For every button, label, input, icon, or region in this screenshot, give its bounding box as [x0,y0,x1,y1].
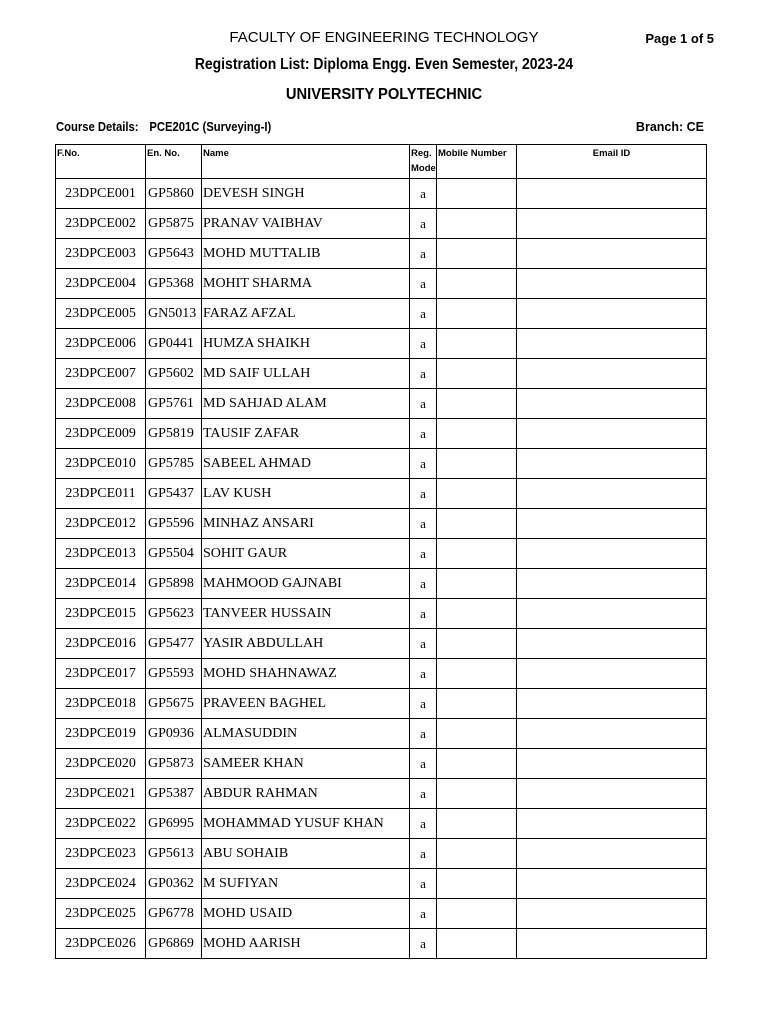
form-number-cell: 23DPCE016 [56,629,146,659]
form-number-cell: 23DPCE011 [56,479,146,509]
mobile-number-cell [437,869,517,899]
email-id-cell [517,809,707,839]
form-number-cell: 23DPCE012 [56,509,146,539]
course-code: PCE201C (Surveying-I) [149,120,272,134]
student-name-cell: MOHD SHAHNAWAZ [202,659,410,689]
branch-label: Branch: CE [635,120,704,134]
student-name-cell: SAMEER KHAN [202,749,410,779]
enrollment-number-cell: GP5437 [146,479,202,509]
student-name-cell: YASIR ABDULLAH [202,629,410,659]
reg-mode-cell: a [410,479,437,509]
student-name-cell: PRAVEEN BAGHEL [202,689,410,719]
form-number-cell: 23DPCE023 [56,839,146,869]
enrollment-number-cell: GP0362 [146,869,202,899]
table-row [56,329,707,359]
reg-mode-cell: a [410,569,437,599]
form-number-cell: 23DPCE020 [56,749,146,779]
enrollment-number-cell: GN5013 [146,299,202,329]
col-header-mode: Mode [411,163,436,174]
mobile-number-cell [437,419,517,449]
reg-mode-cell: a [410,299,437,329]
table-body [56,179,707,959]
form-number-cell: 23DPCE009 [56,419,146,449]
student-name-cell: TAUSIF ZAFAR [202,419,410,449]
student-name-cell: MAHMOOD GAJNABI [202,569,410,599]
form-number-cell: 23DPCE025 [56,899,146,929]
email-id-cell [517,599,707,629]
reg-mode-cell: a [410,419,437,449]
table-row [56,569,707,599]
student-name-cell: MOHD AARISH [202,929,410,959]
page-number: Page 1 of 5 [645,31,714,46]
enrollment-number-cell: GP5643 [146,239,202,269]
student-name-cell: MOHAMMAD YUSUF KHAN [202,809,410,839]
mobile-number-cell [437,689,517,719]
reg-mode-cell: a [410,779,437,809]
enrollment-number-cell: GP6869 [146,929,202,959]
registration-list-title: Registration List: Diploma Engg. Even Semester, 2023-24 [194,56,574,73]
reg-mode-cell: a [410,449,437,479]
email-id-cell [517,539,707,569]
email-id-cell [517,839,707,869]
col-header-mobile: Mobile Number [437,145,517,179]
course-details [56,120,271,134]
email-id-cell [517,749,707,779]
reg-mode-cell: a [410,869,437,899]
form-number-cell: 23DPCE019 [56,719,146,749]
student-name-cell: FARAZ AFZAL [202,299,410,329]
reg-mode-cell: a [410,359,437,389]
enrollment-number-cell: GP5898 [146,569,202,599]
email-id-cell [517,269,707,299]
email-id-cell [517,389,707,419]
form-number-cell: 23DPCE002 [56,209,146,239]
student-name-cell: SABEEL AHMAD [202,449,410,479]
table-row [56,359,707,389]
mobile-number-cell [437,509,517,539]
mobile-number-cell [437,539,517,569]
form-number-cell: 23DPCE008 [56,389,146,419]
mobile-number-cell [437,809,517,839]
reg-mode-cell: a [410,209,437,239]
student-name-cell: TANVEER HUSSAIN [202,599,410,629]
table-row [56,479,707,509]
form-number-cell: 23DPCE004 [56,269,146,299]
table-row [56,299,707,329]
table-row [56,179,707,209]
enrollment-number-cell: GP6778 [146,899,202,929]
table-header-row [56,145,707,179]
mobile-number-cell [437,449,517,479]
form-number-cell: 23DPCE018 [56,689,146,719]
email-id-cell [517,719,707,749]
student-name-cell: MOHIT SHARMA [202,269,410,299]
student-name-cell: PRANAV VAIBHAV [202,209,410,239]
reg-mode-cell: a [410,179,437,209]
mobile-number-cell [437,629,517,659]
enrollment-number-cell: GP5477 [146,629,202,659]
table-row [56,629,707,659]
table-row [56,389,707,419]
table-row [56,239,707,269]
form-number-cell: 23DPCE007 [56,359,146,389]
student-name-cell: DEVESH SINGH [202,179,410,209]
col-header-name: Name [202,145,410,179]
student-name-cell: LAV KUSH [202,479,410,509]
reg-mode-cell: a [410,719,437,749]
enrollment-number-cell: GP5860 [146,179,202,209]
table-row [56,419,707,449]
email-id-cell [517,929,707,959]
mobile-number-cell [437,239,517,269]
enrollment-number-cell: GP5613 [146,839,202,869]
table-row [56,659,707,689]
table-row [56,899,707,929]
reg-mode-cell: a [410,809,437,839]
mobile-number-cell [437,599,517,629]
reg-mode-cell: a [410,539,437,569]
enrollment-number-cell: GP0936 [146,719,202,749]
email-id-cell [517,209,707,239]
reg-mode-cell: a [410,659,437,689]
student-name-cell: M SUFIYAN [202,869,410,899]
mobile-number-cell [437,929,517,959]
table-row [56,809,707,839]
form-number-cell: 23DPCE001 [56,179,146,209]
email-id-cell [517,899,707,929]
table-row [56,689,707,719]
table-row [56,209,707,239]
table-row [56,719,707,749]
email-id-cell [517,479,707,509]
student-name-cell: SOHIT GAUR [202,539,410,569]
enrollment-number-cell: GP6995 [146,809,202,839]
col-header-fno: F.No. [56,145,146,179]
reg-mode-cell: a [410,599,437,629]
mobile-number-cell [437,659,517,689]
email-id-cell [517,329,707,359]
mobile-number-cell [437,299,517,329]
email-id-cell [517,569,707,599]
table-row [56,839,707,869]
student-name-cell: MD SAIF ULLAH [202,359,410,389]
table-row [56,749,707,779]
student-name-cell: ABDUR RAHMAN [202,779,410,809]
email-id-cell [517,299,707,329]
form-number-cell: 23DPCE015 [56,599,146,629]
enrollment-number-cell: GP5873 [146,749,202,779]
enrollment-number-cell: GP5819 [146,419,202,449]
email-id-cell [517,179,707,209]
mobile-number-cell [437,749,517,779]
email-id-cell [517,659,707,689]
university-title: UNIVERSITY POLYTECHNIC [285,86,483,103]
enrollment-number-cell: GP5623 [146,599,202,629]
col-header-reg: Reg. [411,148,432,159]
enrollment-number-cell: GP5785 [146,449,202,479]
mobile-number-cell [437,389,517,419]
enrollment-number-cell: GP5675 [146,689,202,719]
student-name-cell: MOHD USAID [202,899,410,929]
mobile-number-cell [437,569,517,599]
reg-mode-cell: a [410,839,437,869]
reg-mode-cell: a [410,929,437,959]
student-name-cell: HUMZA SHAIKH [202,329,410,359]
table-row [56,269,707,299]
reg-mode-cell: a [410,389,437,419]
col-header-email: Email ID [517,145,707,179]
enrollment-number-cell: GP5602 [146,359,202,389]
form-number-cell: 23DPCE013 [56,539,146,569]
reg-mode-cell: a [410,239,437,269]
email-id-cell [517,419,707,449]
reg-mode-cell: a [410,269,437,299]
form-number-cell: 23DPCE010 [56,449,146,479]
faculty-title: FACULTY OF ENGINEERING TECHNOLOGY [229,29,539,46]
student-name-cell: MD SAHJAD ALAM [202,389,410,419]
email-id-cell [517,869,707,899]
form-number-cell: 23DPCE005 [56,299,146,329]
form-number-cell: 23DPCE024 [56,869,146,899]
reg-mode-cell: a [410,509,437,539]
enrollment-number-cell: GP5368 [146,269,202,299]
enrollment-number-cell: GP5761 [146,389,202,419]
mobile-number-cell [437,359,517,389]
reg-mode-cell: a [410,749,437,779]
student-name-cell: MINHAZ ANSARI [202,509,410,539]
student-name-cell: MOHD MUTTALIB [202,239,410,269]
table-row [56,929,707,959]
mobile-number-cell [437,179,517,209]
mobile-number-cell [437,479,517,509]
mobile-number-cell [437,779,517,809]
email-id-cell [517,629,707,659]
table-row [56,599,707,629]
reg-mode-cell: a [410,629,437,659]
email-id-cell [517,509,707,539]
form-number-cell: 23DPCE006 [56,329,146,359]
email-id-cell [517,779,707,809]
reg-mode-cell: a [410,899,437,929]
mobile-number-cell [437,719,517,749]
table-row [56,449,707,479]
table-row [56,539,707,569]
email-id-cell [517,239,707,269]
form-number-cell: 23DPCE021 [56,779,146,809]
enrollment-number-cell: GP5504 [146,539,202,569]
form-number-cell: 23DPCE022 [56,809,146,839]
enrollment-number-cell: GP0441 [146,329,202,359]
course-details-label: Course Details: [56,120,139,134]
enrollment-number-cell: GP5875 [146,209,202,239]
form-number-cell: 23DPCE003 [56,239,146,269]
email-id-cell [517,359,707,389]
table-row [56,869,707,899]
email-id-cell [517,449,707,479]
enrollment-number-cell: GP5593 [146,659,202,689]
col-header-enrollment: En. No. [146,145,202,179]
enrollment-number-cell: GP5387 [146,779,202,809]
reg-mode-cell: a [410,329,437,359]
form-number-cell: 23DPCE026 [56,929,146,959]
mobile-number-cell [437,899,517,929]
mobile-number-cell [437,329,517,359]
mobile-number-cell [437,269,517,299]
col-header-reg-mode [410,145,437,179]
table-row [56,509,707,539]
mobile-number-cell [437,209,517,239]
form-number-cell: 23DPCE017 [56,659,146,689]
enrollment-number-cell: GP5596 [146,509,202,539]
mobile-number-cell [437,839,517,869]
table-row [56,779,707,809]
email-id-cell [517,689,707,719]
form-number-cell: 23DPCE014 [56,569,146,599]
student-name-cell: ABU SOHAIB [202,839,410,869]
reg-mode-cell: a [410,689,437,719]
student-name-cell: ALMASUDDIN [202,719,410,749]
registration-table [55,144,707,959]
